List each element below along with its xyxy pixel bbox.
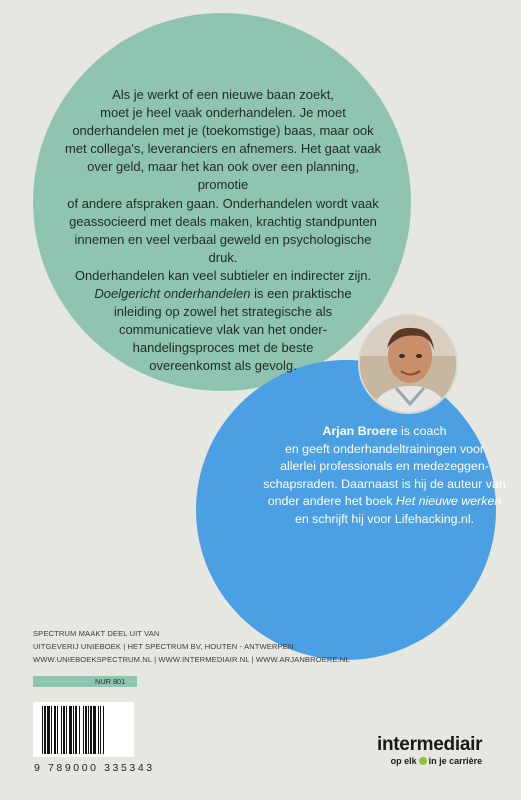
blurb-line: innemen en veel verbaal geweld en psychologische druk. [74,231,372,265]
barcode-bar [98,706,99,754]
logo-tagline [377,756,482,766]
blurb-line: moet je heel vaak onderhandelen. Je moet [100,105,346,121]
isbn-barcode [33,702,134,757]
barcode-bar [103,706,104,754]
barcode-bar [83,706,84,754]
barcode-bar [66,706,67,754]
blurb-line: geassocieerd met deals maken, krachtig standpunten [69,213,377,229]
barcode-bar [47,706,50,754]
barcode-bar [93,706,96,754]
logo-wordmark: intermediair [377,734,483,755]
barcode-bar [63,706,65,754]
book-title: Doelgericht onderhandelen [94,286,251,302]
barcode-bars [42,706,126,754]
other-book-title: Het nieuwe werken [395,494,502,509]
blurb-line: onderhandelen met je (toekomstige) baas, maar ook [72,123,374,139]
barcode-bar [75,706,77,754]
barcode-bar [51,706,52,754]
publisher-info [33,627,350,666]
tagline-left: op elk [390,756,417,766]
nur-code: NUR 801 [33,676,137,687]
author-name: Arjan Broere [322,424,398,438]
blurb-line: inleiding op zowel het strategische als [113,304,333,320]
blurb-line: communicatieve vlak van het onder- [118,322,328,338]
bio-line: en geeft onderhandeltrainingen voor [284,441,485,456]
barcode-bar [42,706,43,754]
barcode-bar [69,706,72,754]
barcode-bar [79,706,80,754]
blurb-line-rest: is een praktische [250,286,352,302]
bio-line-rest: is coach [397,424,447,438]
barcode-bar [61,706,62,754]
blurb-line: Onderhandelen kan veel subtieler en indirecter zijn. [74,267,372,283]
publisher-line: UITGEVERIJ UNIEBOEK | HET SPECTRUM BV, HOUTEN - ANTWERPEN [33,642,294,651]
barcode-bar [44,706,46,754]
blurb-line: over geld, maar het kan ook over een planning, promotie [87,159,359,193]
bio-line: en schrijft hij voor Lifehacking.nl. [294,511,475,526]
bio-line: schapsraden. Daarnaast is hij de auteur van [263,476,506,491]
bio-line-pre: onder andere het boek [267,494,396,509]
bio-line [262,493,507,511]
green-dot-icon [419,757,427,765]
isbn-number: 9 789000 335343 [34,762,155,774]
blurb-line: met collega's, leveranciers en afnemers. Het gaat vaak [64,141,382,157]
barcode-bar [88,706,89,754]
bio-line: allerlei professionals en medezeggen- [280,459,489,474]
barcode-bar [85,706,87,754]
blurb-line [63,285,383,303]
blurb-line: overeenkomst als gevolg. [149,358,297,374]
author-bio [262,423,507,529]
barcode-bar [73,706,74,754]
intermediair-logo [377,735,482,766]
barcode-bar [90,706,92,754]
publisher-line: SPECTRUM MAAKT DEEL UIT VAN [33,629,160,638]
barcode-bar [57,706,58,754]
barcode-bar [54,706,56,754]
blurb-text [63,86,383,376]
publisher-line: WWW.UNIEBOEKSPECTRUM.NL | WWW.INTERMEDIAIR.NL | WWW.ARJANBROERE.NL [33,655,350,664]
tagline-right: in je carrière [428,756,483,766]
blurb-line: handelingsproces met de beste [132,340,314,356]
bio-line [262,423,507,441]
barcode-bar [100,706,101,754]
blurb-line: of andere afspraken gaan. Onderhandelen wordt vaak [67,195,379,211]
blurb-line: Als je werkt of een nieuwe baan zoekt, [112,87,334,102]
